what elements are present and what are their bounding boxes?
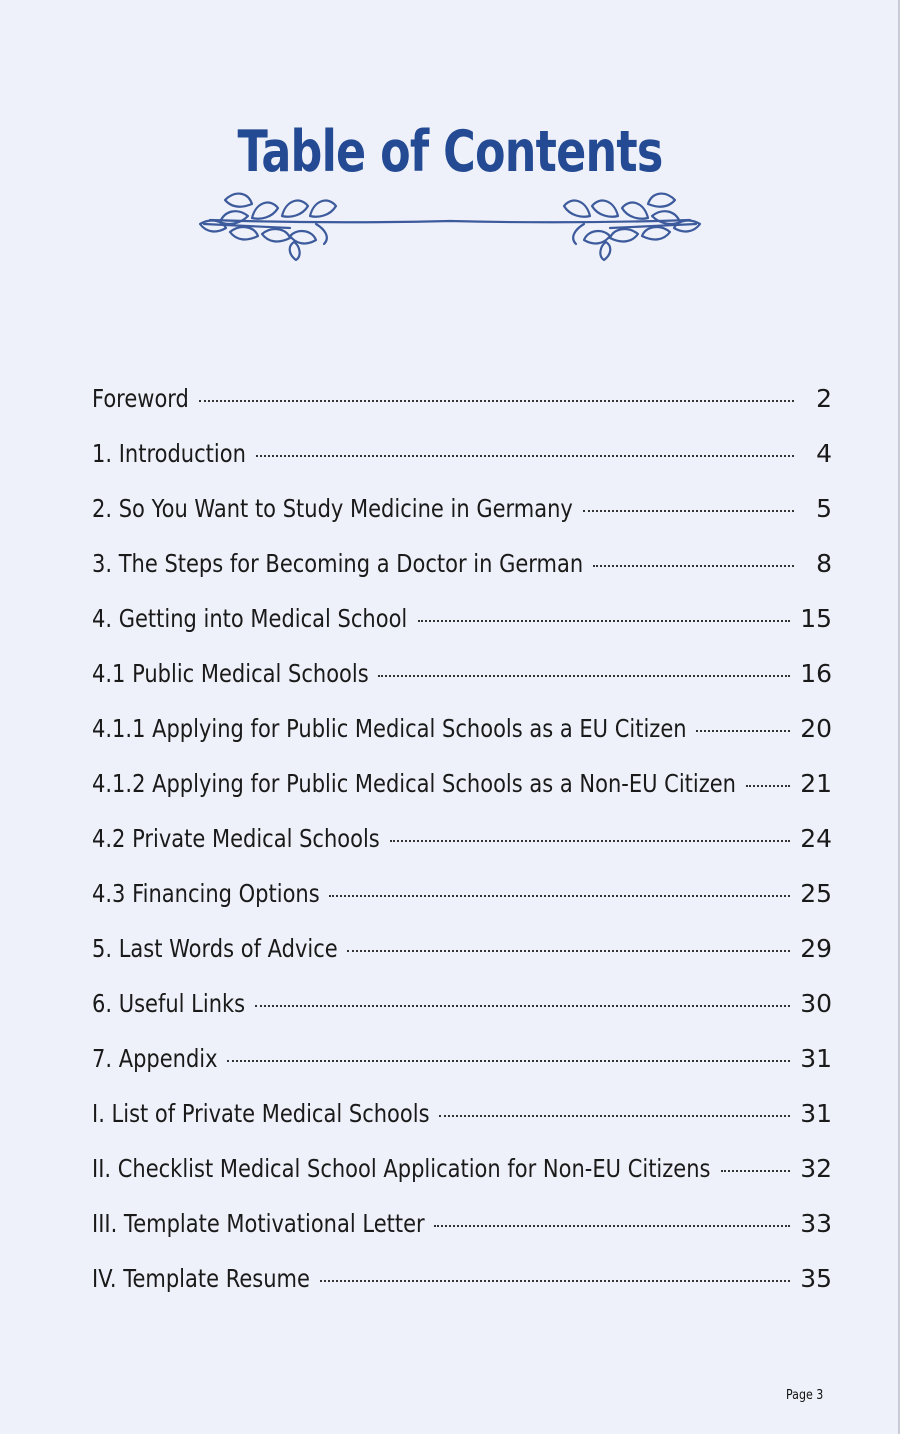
toc-entry-page: 30 xyxy=(800,989,832,1018)
toc-entry[interactable] xyxy=(92,1154,832,1209)
toc-entry[interactable] xyxy=(92,494,832,549)
toc-entry[interactable] xyxy=(92,879,832,934)
toc-entry[interactable] xyxy=(92,934,832,989)
toc-entry[interactable] xyxy=(92,769,832,824)
toc-dot-leader xyxy=(439,1115,790,1117)
toc-entry[interactable] xyxy=(92,439,832,494)
toc-entry-label: II. Checklist Medical School Application for Non-EU Citizens xyxy=(92,1154,711,1183)
toc-entry-label: 4.1.1 Applying for Public Medical Schools as a EU Citizen xyxy=(92,714,687,743)
toc-entry-label: 5. Last Words of Advice xyxy=(92,934,338,963)
toc-dot-leader xyxy=(418,620,791,622)
toc-entry-page: 31 xyxy=(800,1044,832,1073)
toc-entry-label: 6. Useful Links xyxy=(92,989,246,1018)
toc-dot-leader xyxy=(347,950,790,952)
toc-entry[interactable] xyxy=(92,604,832,659)
toc-entry[interactable] xyxy=(92,549,832,604)
toc-entry-page: 4 xyxy=(816,439,832,468)
toc-entry[interactable] xyxy=(92,989,832,1044)
toc-entry-page: 21 xyxy=(800,769,832,798)
toc-entry-page: 31 xyxy=(800,1099,832,1128)
toc-dot-leader xyxy=(390,840,791,842)
toc-entry-page: 25 xyxy=(800,879,832,908)
toc-entry-label: 4.1.2 Applying for Public Medical Schools as a Non-EU Citizen xyxy=(92,769,736,798)
toc-entry-page: 16 xyxy=(800,659,832,688)
toc-dot-leader xyxy=(696,730,790,732)
toc-entry-label: 4. Getting into Medical School xyxy=(92,604,408,633)
toc-dot-leader xyxy=(329,895,790,897)
toc-entry-label: I. List of Private Medical Schools xyxy=(92,1099,430,1128)
laurel-divider-icon xyxy=(190,180,710,262)
toc-entry-label: III. Template Motivational Letter xyxy=(92,1209,425,1238)
page-title: Table of Contents xyxy=(237,119,663,185)
toc-dot-leader xyxy=(746,785,790,787)
toc-entry[interactable] xyxy=(92,714,832,769)
table-of-contents xyxy=(92,384,832,1319)
toc-entry[interactable] xyxy=(92,1209,832,1264)
toc-dot-leader xyxy=(434,1225,790,1227)
toc-entry-label: 4.2 Private Medical Schools xyxy=(92,824,380,853)
toc-entry-label: 7. Appendix xyxy=(92,1044,218,1073)
toc-entry-label: 1. Introduction xyxy=(92,439,246,468)
toc-dot-leader xyxy=(593,565,794,567)
toc-dot-leader xyxy=(583,510,794,512)
toc-entry-page: 8 xyxy=(816,549,832,578)
toc-entry-page: 29 xyxy=(800,934,832,963)
toc-dot-leader xyxy=(320,1280,790,1282)
toc-dot-leader xyxy=(721,1170,790,1172)
toc-entry-label: 3. The Steps for Becoming a Doctor in German xyxy=(92,549,584,578)
toc-entry-page: 33 xyxy=(800,1209,832,1238)
toc-entry-page: 35 xyxy=(800,1264,832,1293)
toc-dot-leader xyxy=(256,455,794,457)
toc-entry-label: 4.3 Financing Options xyxy=(92,879,320,908)
toc-entry[interactable] xyxy=(92,1044,832,1099)
toc-entry-page: 2 xyxy=(816,384,832,413)
toc-entry[interactable] xyxy=(92,1264,832,1319)
page-number: Page 3 xyxy=(786,1388,824,1403)
toc-entry-page: 24 xyxy=(800,824,832,853)
toc-dot-leader xyxy=(199,400,794,402)
toc-entry-label: IV. Template Resume xyxy=(92,1264,310,1293)
toc-entry-label: 4.1 Public Medical Schools xyxy=(92,659,369,688)
toc-entry-page: 32 xyxy=(800,1154,832,1183)
toc-entry[interactable] xyxy=(92,1099,832,1154)
toc-entry-page: 5 xyxy=(816,494,832,523)
toc-entry-label: 2. So You Want to Study Medicine in Germany xyxy=(92,494,573,523)
toc-entry[interactable] xyxy=(92,384,832,439)
toc-dot-leader xyxy=(227,1060,790,1062)
toc-entry-page: 15 xyxy=(800,604,832,633)
toc-entry-label: Foreword xyxy=(92,384,189,413)
toc-dot-leader xyxy=(255,1005,790,1007)
toc-entry-page: 20 xyxy=(800,714,832,743)
toc-dot-leader xyxy=(378,675,790,677)
toc-entry[interactable] xyxy=(92,824,832,879)
toc-entry[interactable] xyxy=(92,659,832,714)
